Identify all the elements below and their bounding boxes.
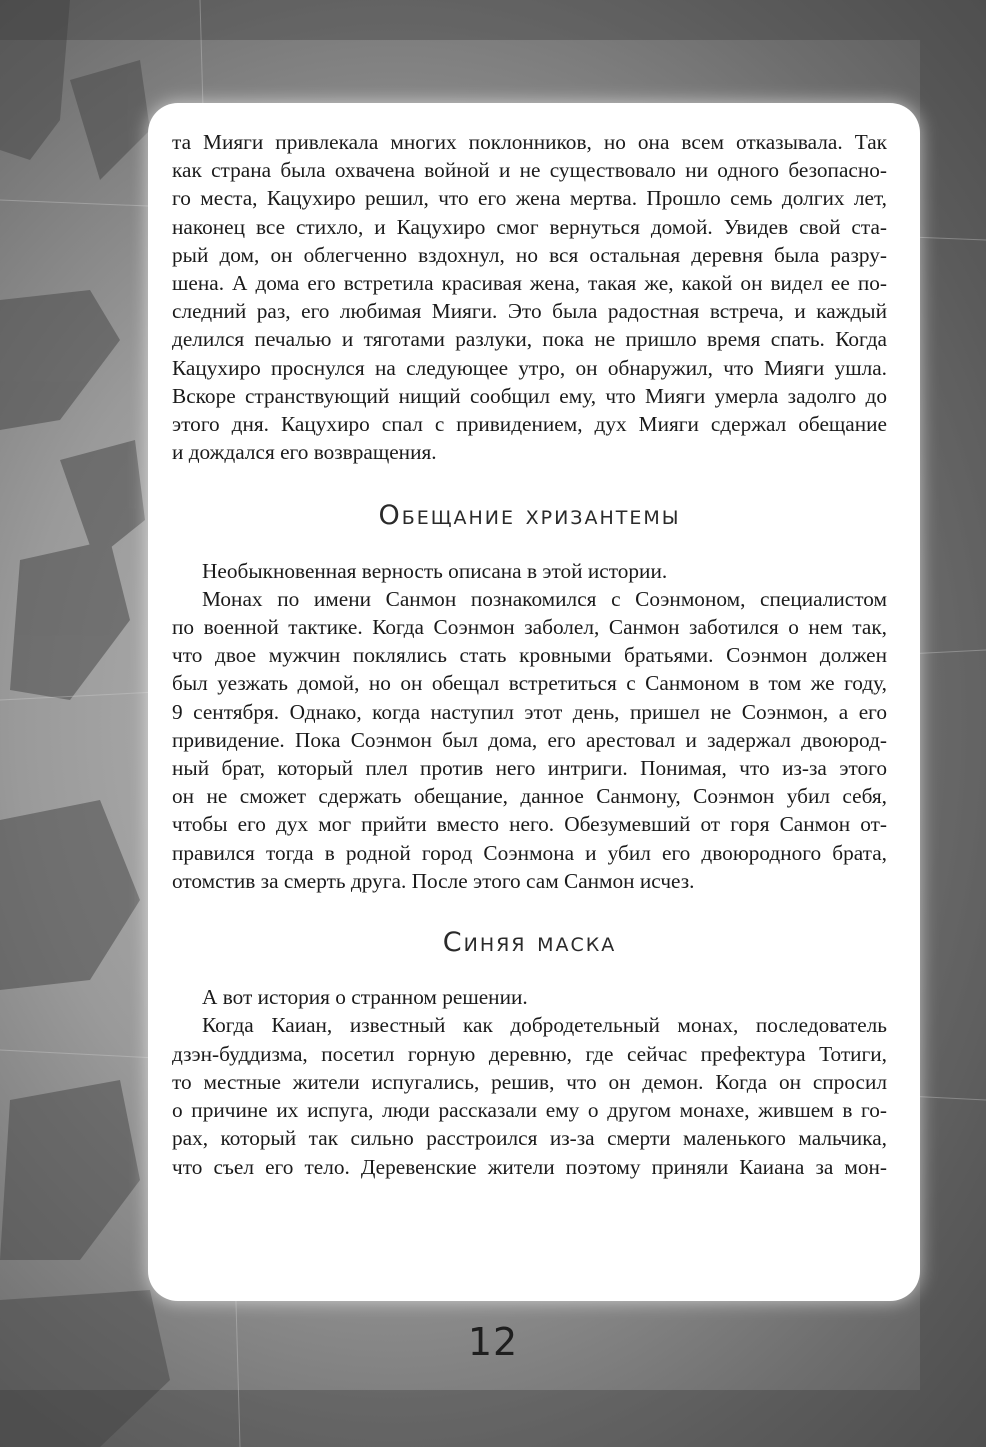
- story-continued: [172, 128, 887, 466]
- text-line: что съел его тело. Деревенские жители поэтому приняли Каиана за мон-: [172, 1154, 887, 1179]
- section-heading-blue-mask: Синяя маска: [442, 927, 617, 959]
- text-line: этого дня. Кацухиро спал с привидением, дух Мияги сдержал обещание: [172, 412, 887, 437]
- page-number: 12: [467, 1320, 519, 1364]
- text-line: что двое мужчин поклялись стать кровными братьями. Соэнмон должен: [172, 643, 887, 668]
- text-line: делился печалью и тяготами разлуки, пока не пришло время спать. Когда: [172, 327, 887, 352]
- text-line: рый дом, он облегченно вздохнул, но вся остальная деревня была разру-: [172, 242, 887, 267]
- text-line: по военной тактике. Когда Соэнмон заболел, Санмон заботился о нем так,: [172, 615, 887, 640]
- text-line: 9 сентября. Однако, когда наступил этот день, пришел не Соэнмон, а его: [172, 699, 887, 724]
- text-line: Когда Каиан, известный как добродетельный монах, последователь: [202, 1013, 887, 1038]
- text-line: правился тогда в родной город Соэнмона и убил его двоюродного брата,: [172, 840, 887, 865]
- text-line: и дождался его возвращения.: [172, 440, 437, 465]
- text-line: Кацухиро проснулся на следующее утро, он обнаружил, что Мияги ушла.: [172, 355, 887, 380]
- text-line: го места, Кацухиро решил, что его жена мертва. Прошло семь долгих лет,: [172, 186, 887, 211]
- text-line: рах, который так сильно расстроился из-за смерти маленького мальчика,: [172, 1126, 887, 1151]
- text-line: Вскоре странствующий нищий сообщил ему, что Мияги умерла задолго до: [172, 383, 887, 408]
- text-line: он не сможет сдержать обещание, данное Санмону, Соэнмон убил себя,: [172, 784, 887, 809]
- text-line: чтобы его дух мог прийти вместо него. Обезумевший от горя Санмон от-: [172, 812, 887, 837]
- text-line: та Мияги привлекала многих поклонников, но она всем отказывала. Так: [172, 130, 887, 154]
- text-body: [172, 128, 887, 1181]
- text-line: был уезжать домой, но он обещал встретиться с Санмоном в том же году,: [172, 671, 887, 696]
- section-heading-chrysanthemum: Обещание хризантемы: [378, 500, 681, 532]
- text-line: шена. А дома его встретила красивая жена, такая же, какой он видел ее по-: [172, 271, 887, 296]
- text-line: то местные жители испугались, решив, что он демон. Когда он спросил: [172, 1069, 887, 1094]
- text-line: Монах по имени Санмон познакомился с Соэнмоном, специалистом: [202, 586, 887, 611]
- section-intro: Необыкновенная верность описана в этой истории.: [202, 558, 668, 583]
- text-line: наконец все стихло, и Кацухиро смог вернуться домой. Увидев свой ста-: [172, 214, 887, 239]
- text-line: дзэн-буддизма, посетил горную деревню, где сейчас префектура Тотиги,: [172, 1041, 887, 1066]
- text-line: привидение. Пока Соэнмон был дома, его арестовал и задержал двоюрод-: [172, 727, 887, 752]
- text-line: следний раз, его любимая Мияги. Это была радостная встреча, и каждый: [172, 299, 887, 324]
- text-line: о причине их испуга, люди рассказали ему о другом монахе, жившем в го-: [172, 1098, 887, 1123]
- text-line: как страна была охвачена войной и не существовало ни одного безопасно-: [172, 158, 887, 183]
- text-line: отомстив за смерть друга. После этого сам Санмон исчез.: [172, 868, 695, 893]
- section-chrysanthemum: [172, 557, 887, 895]
- text-line: ный брат, который плел против него интриги. Понимая, что из-за этого: [172, 756, 887, 781]
- section-blue-mask: [172, 983, 887, 1180]
- section-intro: А вот история о странном решении.: [202, 985, 528, 1010]
